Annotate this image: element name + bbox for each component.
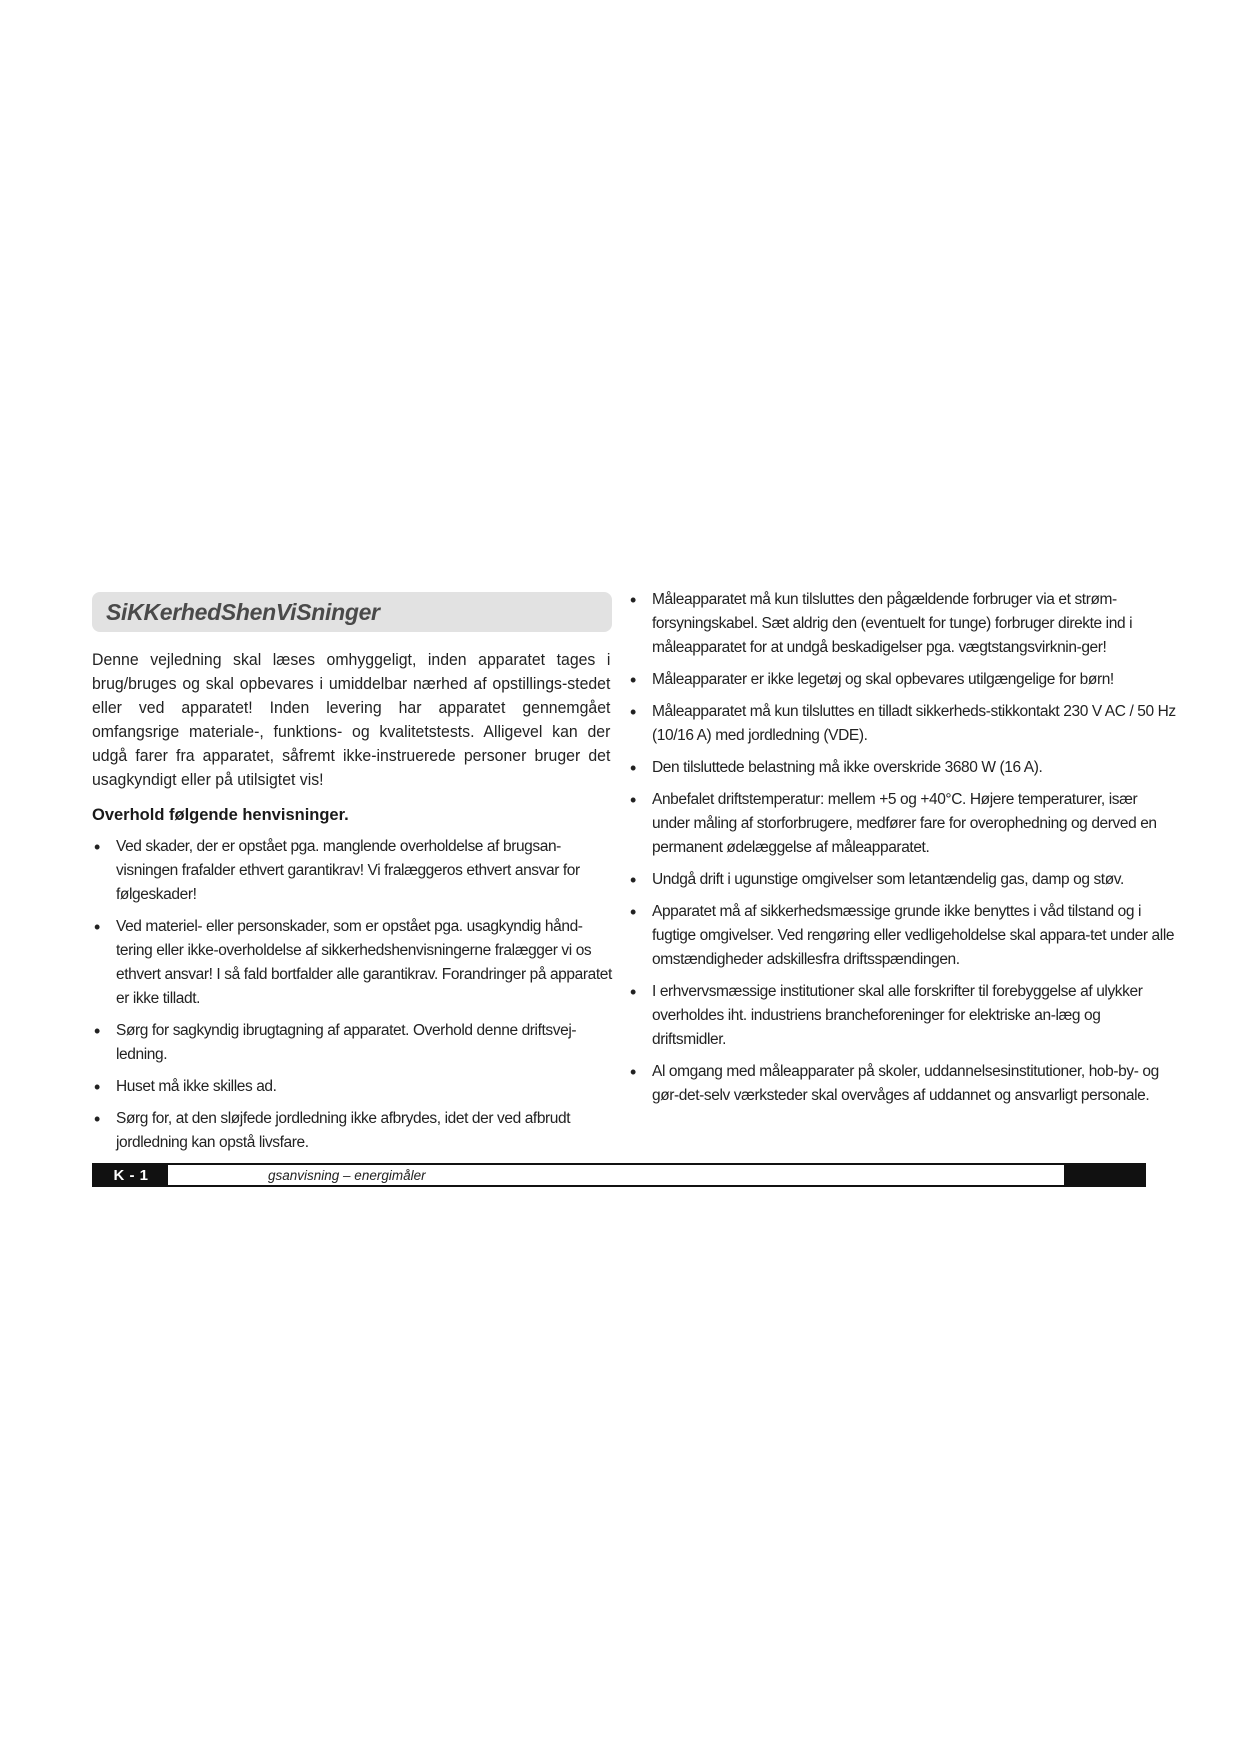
list-item: • Anbefalet driftstemperatur: mellem +5 og +40°C. Højere temperaturer, især under måling af storforbrugere, medfører fare for overophedning og derved en permanent ødelæggelse af måleapparatet.	[628, 788, 1176, 860]
list-item: • Huset må ikke skilles ad.	[92, 1075, 612, 1099]
list-item: • Den tilsluttede belastning må ikke overskride 3680 W (16 A).	[628, 756, 1176, 780]
list-item: • Undgå drift i ugunstige omgivelser som letantændelig gas, damp og støv.	[628, 868, 1176, 892]
list-item: • Ved materiel- eller personskader, som er opstået pga. usagkyndig hånd-tering eller ikke-overholdelse af sikkerhedshenvisningerne fralægger vi os ethvert ansvar! I så fald bortfalder alle garantikrav. Forandringer på apparatet er ikke tilladt.	[92, 915, 612, 1011]
list-item: • Ved skader, der er opstået pga. manglende overholdelse af brugsan-visningen frafalder ethvert garantikrav! Vi fralæggeros ethvert ansvar for følgeskader!	[92, 835, 612, 907]
section-title: SiKKerhedShenViSninger	[106, 598, 380, 625]
right-bullet-list	[628, 588, 1176, 1108]
list-item: • Sørg for, at den sløjfede jordledning ikke afbrydes, idet der ved afbrudt jordledning kan opstå livsfare.	[92, 1107, 612, 1155]
list-item: • Måleapparatet må kun tilsluttes en tilladt sikkerheds-stikkontakt 230 V AC / 50 Hz (10/16 A) med jordledning (VDE).	[628, 700, 1176, 748]
subheading: Overhold følgende henvisninger.	[92, 806, 349, 824]
footer-title: gsanvisning – energimåler	[268, 1167, 426, 1183]
page-number: K - 1	[94, 1165, 168, 1185]
list-item: • Måleapparater er ikke legetøj og skal opbevares utilgængelige for børn!	[628, 668, 1176, 692]
intro-paragraph: Denne vejledning skal læses omhyggeligt, inden apparatet tages i brug/bruges og skal opbevares i umiddelbar nærhed af opstillings-stedet eller ved apparatet! Inden levering har apparatet gennemgået omfangsrige materiale-, funktions- og kvalitetstests. Alligevel kan der udgå farer fra apparatet, såfremt ikke-instruerede personer bruger det usagkyndigt eller på utilsigtet vis!	[92, 651, 611, 789]
right-column	[628, 588, 1176, 1116]
list-item: • Sørg for sagkyndig ibrugtagning af apparatet. Overhold denne driftsvej-ledning.	[92, 1019, 612, 1067]
list-item: • I erhvervsmæssige institutioner skal alle forskrifter til forebyggelse af ulykker overholdes iht. industriens brancheforeninger for elektriske an-læg og driftsmidler.	[628, 980, 1176, 1052]
left-bullet-list	[92, 835, 612, 1155]
list-item: • Apparatet må af sikkerhedsmæssige grunde ikke benyttes i våd tilstand og i fugtige omgivelser. Ved rengøring eller vedligeholdelse skal appara-tet under alle omstændigheder adskillesfra driftsspændingen.	[628, 900, 1176, 972]
footer-end-block	[1064, 1165, 1144, 1185]
page-footer	[92, 1163, 1146, 1187]
section-header	[92, 592, 612, 632]
list-item: • Måleapparatet må kun tilsluttes den pågældende forbruger via et strøm-forsyningskabel. Sæt aldrig den (eventuelt for tunge) forbruger direkte ind i måleapparatet for at undgå beskadigelser pga. vægtstangsvirknin-ger!	[628, 588, 1176, 660]
list-item: • Al omgang med måleapparater på skoler, uddannelsesinstitutioner, hob-by- og gør-det-selv værksteder skal overvåges af uddannet og ansvarligt personale.	[628, 1060, 1176, 1108]
left-column	[92, 592, 612, 1163]
